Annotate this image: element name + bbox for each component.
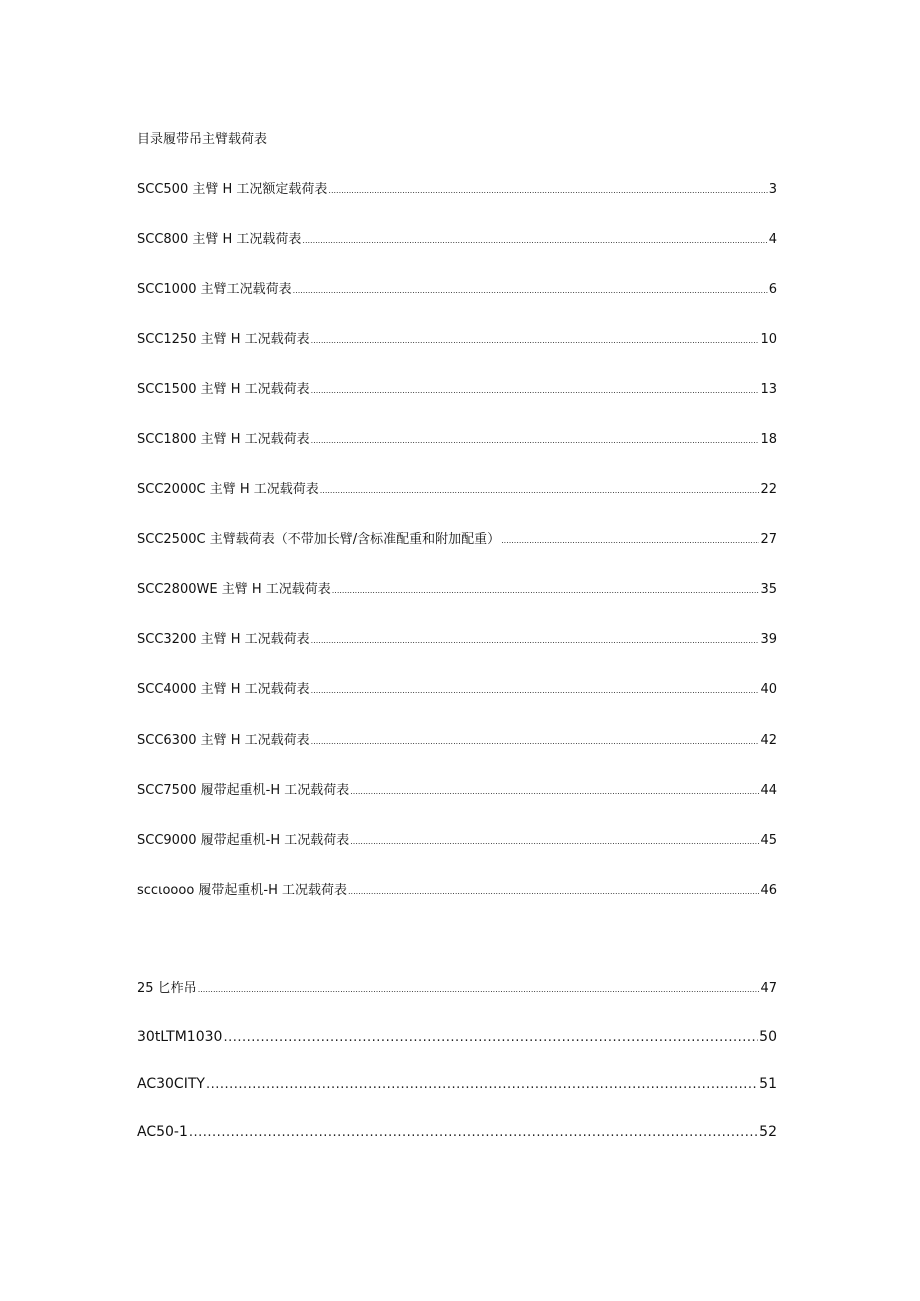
toc-leader-dots: [332, 580, 760, 601]
toc-entry-label: SCC500 主臂 H 工况额定载荷表: [137, 182, 328, 197]
toc-entry-label: SCC7500 履带起重机-H 工况载荷表: [137, 783, 350, 798]
toc-entry-page: 13: [760, 382, 777, 397]
toc-entry-page: 45: [760, 833, 777, 848]
toc-entry[interactable]: [137, 330, 777, 350]
toc-entry-page: 27: [760, 532, 777, 547]
toc-entry-label: SCC2000C 主臂 H 工况载荷表: [137, 482, 319, 497]
toc-entry-label: SCC2500C 主臂载荷表（不带加长臂/含标准配重和附加配重）: [137, 532, 501, 547]
toc-entry[interactable]: [137, 781, 777, 801]
toc-entry-label: SCC1250 主臂 H 工况载荷表: [137, 332, 310, 347]
toc-leader-dots: [320, 480, 760, 501]
toc-entry-page: 42: [760, 733, 777, 748]
toc-entry-page: 51: [759, 1076, 777, 1092]
toc-entry[interactable]: [137, 480, 777, 500]
toc-entry-page: 35: [760, 582, 777, 597]
toc-entry-label: SCC6300 主臂 H 工况载荷表: [137, 733, 310, 748]
toc-entry-page: 10: [760, 332, 777, 347]
toc-entry-page: 39: [760, 632, 777, 647]
toc-leader-dots: [311, 680, 760, 701]
toc-entry-label: sccιoooo 履带起重机-H 工况载荷表: [137, 883, 348, 898]
toc-entry[interactable]: [137, 1027, 777, 1047]
toc-entry[interactable]: [137, 280, 777, 300]
toc-title: 目录履带吊主臂载荷表: [137, 132, 268, 147]
toc-entry[interactable]: [137, 680, 777, 700]
toc-leader-dots: [350, 781, 759, 802]
toc-entry-page: 18: [760, 432, 777, 447]
toc-entry[interactable]: [137, 230, 777, 250]
toc-entry-label: SCC4000 主臂 H 工况载荷表: [137, 682, 310, 697]
toc-entry-label: SCC1800 主臂 H 工况载荷表: [137, 432, 310, 447]
toc-leader-dots: [348, 881, 759, 902]
toc-entry[interactable]: [137, 430, 777, 450]
toc-entry[interactable]: [137, 1122, 777, 1142]
toc-entry[interactable]: [137, 630, 777, 650]
toc-entry[interactable]: [137, 380, 777, 400]
toc-entry-label: 25 匕柞吊: [137, 981, 197, 996]
toc-leader-dots: [206, 1074, 758, 1095]
toc-leader-dots: [311, 330, 760, 351]
toc-leader-dots: [293, 280, 768, 301]
toc-entry-page: 46: [760, 883, 777, 898]
toc-entry[interactable]: [137, 580, 777, 600]
toc-entry-label: SCC3200 主臂 H 工况载荷表: [137, 632, 310, 647]
toc-entry[interactable]: [137, 831, 777, 851]
toc-entry-page: 22: [760, 482, 777, 497]
toc-leader-dots: [311, 380, 760, 401]
toc-entry-label: SCC9000 履带起重机-H 工况载荷表: [137, 833, 350, 848]
toc-entry[interactable]: [137, 530, 777, 550]
toc-entry-label: SCC1000 主臂工况载荷表: [137, 282, 292, 297]
toc-leader-dots: [350, 831, 759, 852]
toc-leader-dots: [328, 180, 767, 201]
toc-entry-page: 4: [768, 232, 777, 247]
toc-leader-dots: [302, 230, 767, 251]
toc-leader-dots: [311, 630, 760, 651]
toc-entry-label: SCC2800WE 主臂 H 工况载荷表: [137, 582, 331, 597]
toc-entry-page: 50: [759, 1029, 777, 1045]
toc-leader-dots: [189, 1122, 758, 1143]
toc-entry-page: 52: [759, 1124, 777, 1140]
toc-entry-label: AC50-1: [137, 1124, 188, 1140]
toc-leader-dots: [311, 731, 760, 752]
toc-leader-dots: [223, 1027, 758, 1048]
toc-entry[interactable]: [137, 731, 777, 751]
toc-entry-page: 6: [768, 282, 777, 297]
toc-entry-page: 3: [768, 182, 777, 197]
toc-entry-label: SCC1500 主臂 H 工况载荷表: [137, 382, 310, 397]
toc-entry[interactable]: [137, 979, 777, 999]
toc-entry-page: 40: [760, 682, 777, 697]
toc-leader-dots: [311, 430, 760, 451]
toc-entry-label: SCC800 主臂 H 工况载荷表: [137, 232, 302, 247]
toc-entry-page: 47: [760, 981, 777, 996]
toc-entry[interactable]: [137, 881, 777, 901]
toc-entry[interactable]: [137, 1074, 777, 1094]
toc-leader-dots: [198, 979, 760, 1000]
toc-leader-dots: [501, 530, 759, 551]
toc-entry-label: 30tLTM1030: [137, 1029, 223, 1045]
toc-entry-page: 44: [760, 783, 777, 798]
toc-entry-label: AC30CITY: [137, 1076, 205, 1092]
toc-entry[interactable]: [137, 180, 777, 200]
